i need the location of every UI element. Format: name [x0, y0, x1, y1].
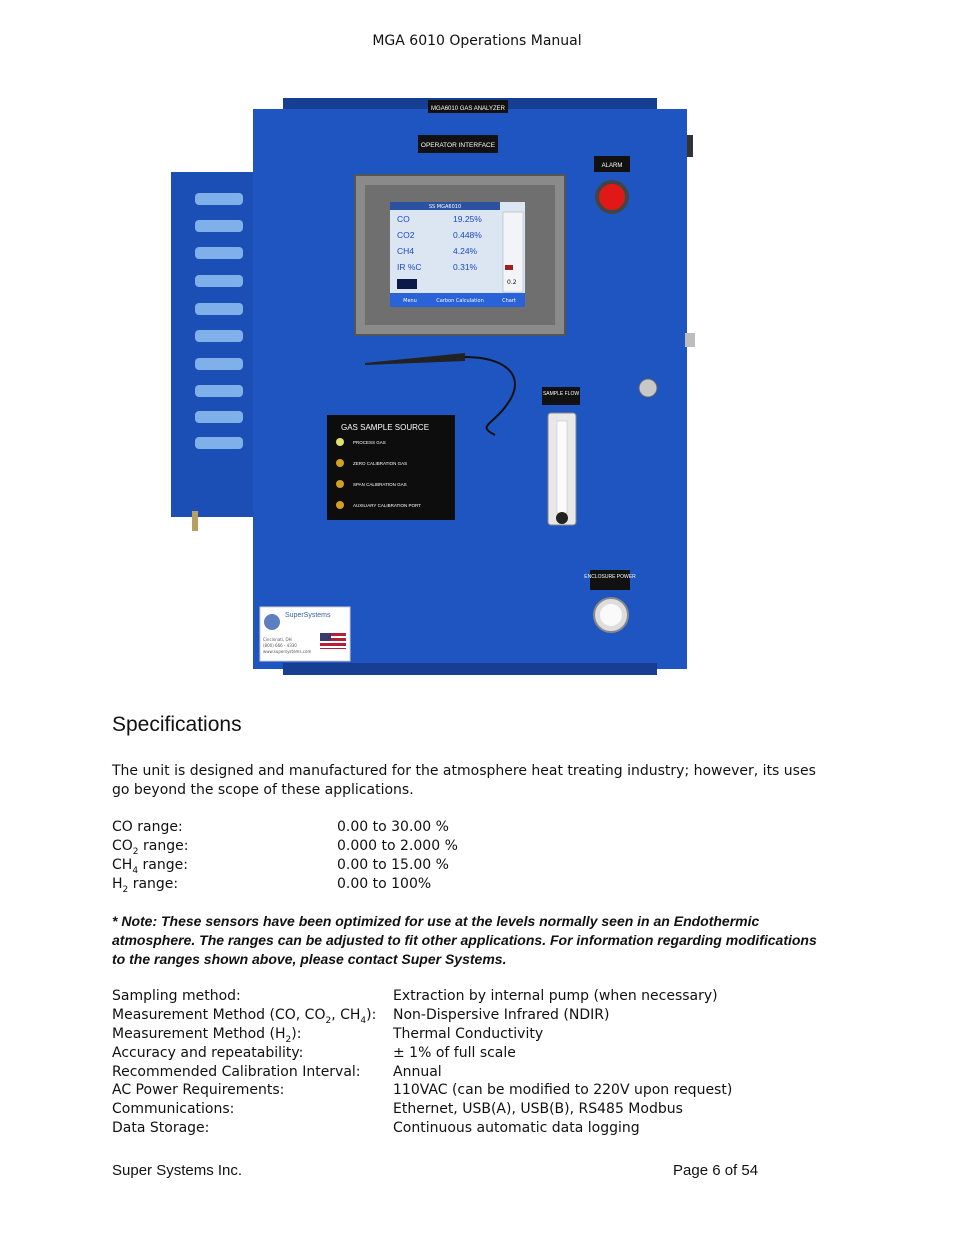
intro-paragraph: The unit is designed and manufactured for the atmosphere heat treating industry; however, its uses go beyond the scope of these applications.	[112, 763, 816, 798]
spec-label: AC Power Requirements:	[112, 1082, 285, 1098]
screen-gas: CO2	[397, 230, 415, 240]
range-label: $CO_2$ range:	[112, 838, 189, 857]
screen-carbon-button: Carbon Calculation	[436, 298, 484, 304]
screen-side-value: 0.2	[507, 279, 517, 286]
alarm-label: ALARM	[601, 163, 623, 169]
screen-value: 19.25%	[453, 214, 482, 224]
logo-line: (800) 666 - 4330	[263, 643, 297, 648]
spec-value: Annual	[393, 1064, 442, 1080]
range-value: 0.000 to 2.000 %	[337, 838, 458, 854]
spec-value: Continuous automatic data logging	[393, 1120, 640, 1136]
range-label: $CH_4$ range:	[112, 857, 188, 876]
spec-label: Measurement Method $(H_2)$:	[112, 1026, 302, 1045]
range-label: CO range:	[112, 819, 183, 835]
sample-flow-label: SAMPLE FLOW	[542, 391, 580, 397]
screen-gas: IR %C	[397, 262, 422, 272]
page-header: MGA 6010 Operations Manual	[372, 33, 582, 49]
gas-source-item: ZERO CALIBRATION GAS	[353, 461, 408, 466]
screen-value: 0.448%	[453, 230, 482, 240]
screen-gas: CO	[397, 214, 410, 224]
gas-source-item: SPAN CALIBRATION GAS	[353, 482, 407, 487]
section-heading: Specifications	[112, 713, 242, 736]
top-label: MGA6010 GAS ANALYZER	[431, 106, 505, 112]
footer-company: Super Systems Inc.	[112, 1162, 243, 1179]
gas-source-item: PROCESS GAS	[353, 440, 386, 445]
spec-label: Data Storage:	[112, 1120, 210, 1136]
spec-value: Thermal Conductivity	[393, 1026, 544, 1042]
screen-chart-button: Chart	[502, 298, 516, 304]
spec-value: 110VAC (can be modified to 220V upon request)	[393, 1082, 733, 1098]
spec-value: ± 1% of full scale	[393, 1045, 516, 1061]
screen-value: 0.31%	[453, 262, 478, 272]
screen-title: SS MGA6010	[428, 204, 462, 210]
sensor-note: * Note: These sensors have been optimized for use at the levels normally seen in an Endothermic atmosphere. The ranges can be adjusted to fit other applications. For information regarding modifications to the ranges shown above, please contact Super Systems.	[112, 913, 817, 967]
spec-label: Communications:	[112, 1101, 235, 1117]
power-button	[600, 604, 622, 626]
enclosure-power-label: ENCLOSURE POWER	[584, 574, 636, 580]
operator-label: OPERATOR INTERFACE	[420, 142, 496, 149]
logo-line: Cincinnati, OH	[263, 637, 292, 642]
range-value: 0.00 to 15.00 %	[337, 857, 449, 873]
spec-value: Ethernet, USB(A), USB(B), RS485 Modbus	[393, 1101, 683, 1117]
logo-brand: SuperSystems	[285, 612, 331, 619]
spec-label: Measurement Method (CO, $CO_2$, $CH_4$):	[112, 1007, 377, 1026]
logo-line: www.supersystems.com	[263, 649, 312, 654]
footer-page-number: Page 6 of 54	[673, 1162, 759, 1179]
spec-label: Accuracy and repeatability:	[112, 1045, 304, 1061]
spec-value: Non-Dispersive Infrared (NDIR)	[393, 1007, 610, 1023]
range-value: 0.00 to 30.00 %	[337, 819, 449, 835]
range-label: $H_2$ range:	[112, 876, 179, 895]
range-value: 0.00 to 100%	[337, 876, 432, 892]
spec-value: Extraction by internal pump (when necessary)	[393, 988, 718, 1004]
spec-label: Sampling method:	[112, 988, 241, 1004]
screen-value: 4.24%	[453, 246, 478, 256]
gas-source-item: AUXILIARY CALIBRATION PORT	[353, 503, 421, 508]
screen-gas: CH4	[397, 246, 415, 256]
gas-source-title: GAS SAMPLE SOURCE	[341, 423, 430, 432]
alarm-light	[599, 184, 625, 210]
analyzer-photo	[165, 95, 695, 680]
screen-menu-button: Menu	[403, 298, 417, 304]
spec-label: Recommended Calibration Interval:	[112, 1064, 361, 1080]
